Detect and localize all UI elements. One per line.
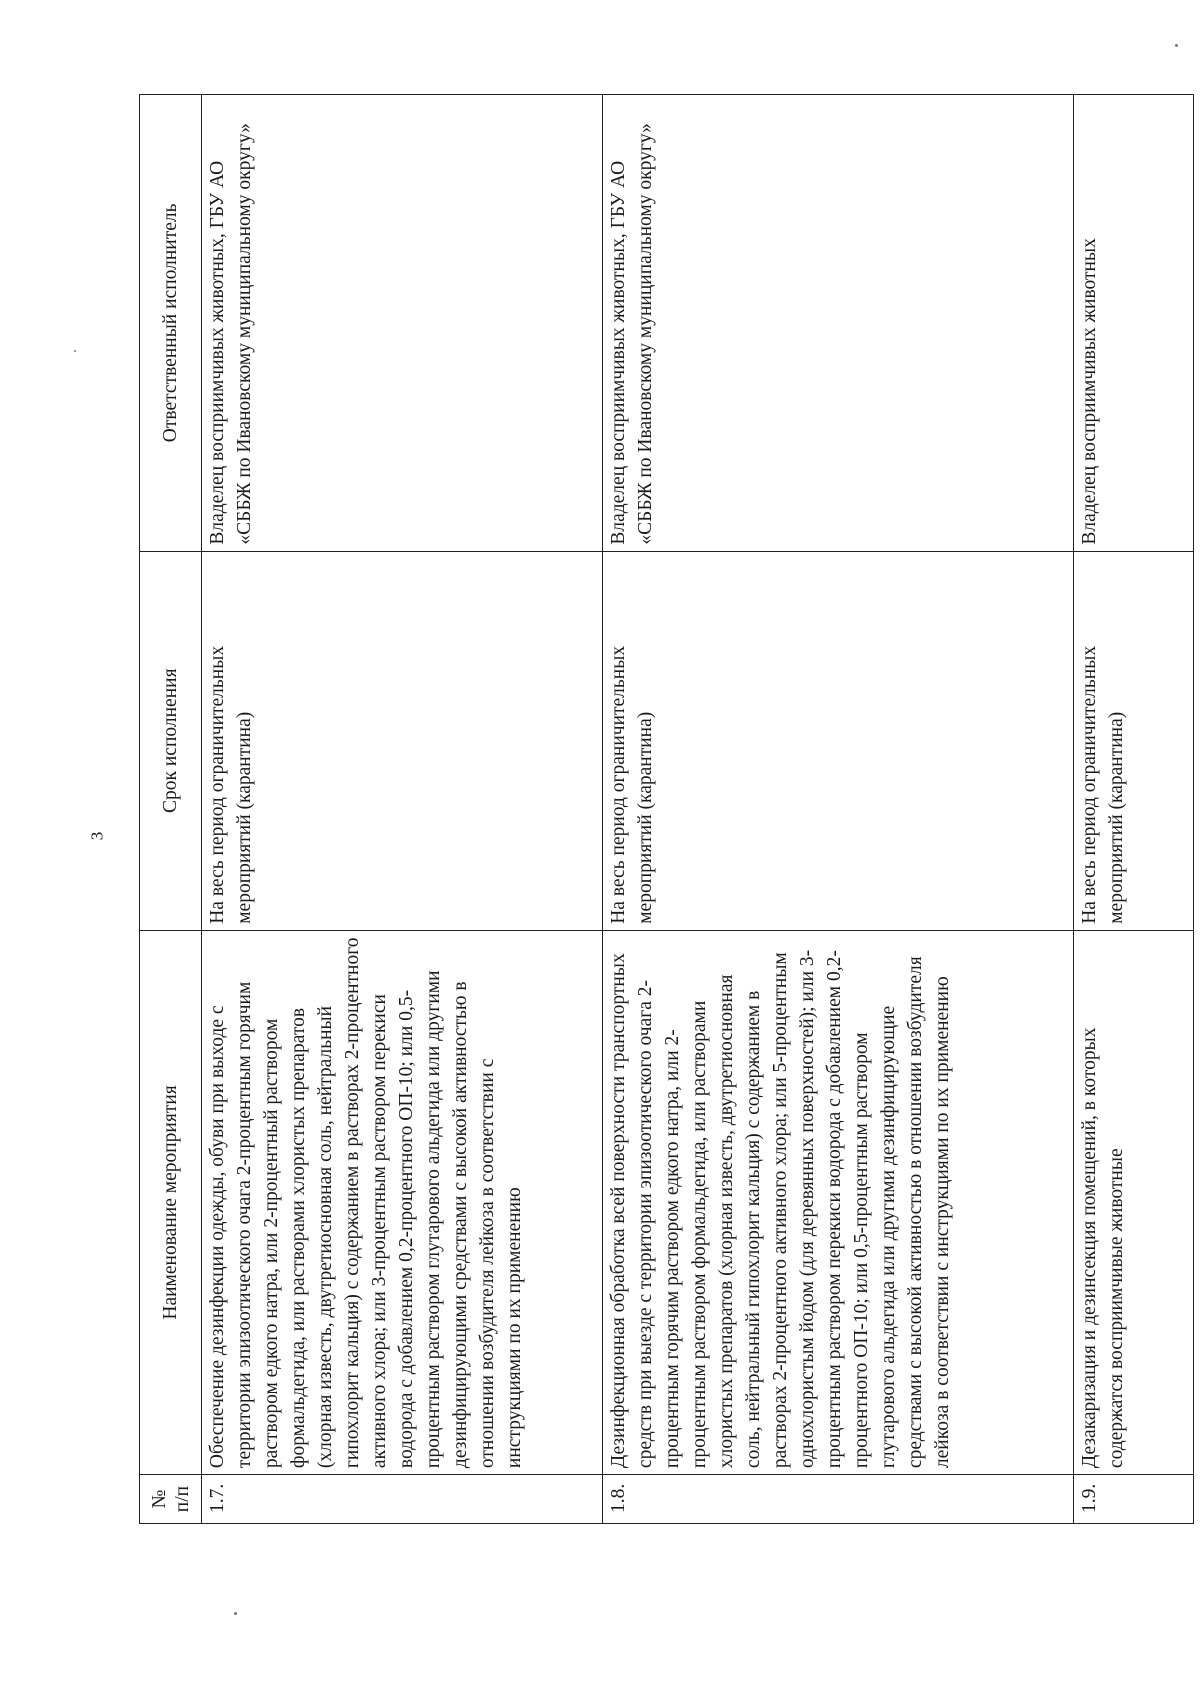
- row-number: 1.8.: [603, 1475, 1074, 1524]
- header-responsible: Ответственный исполнитель: [140, 95, 202, 552]
- rotated-table-wrapper: [139, 94, 1194, 1524]
- measures-table: [139, 94, 1194, 1524]
- table-row: [202, 95, 603, 1524]
- scan-speck: [234, 1612, 237, 1615]
- header-number: № п/п: [140, 1475, 202, 1524]
- row-number: 1.9.: [1074, 1475, 1194, 1524]
- responsible: Владелец восприимчивых животных, ГБУ АО «СББЖ по Ивановскому муниципальному округу»: [603, 95, 1074, 552]
- scan-speck: [1175, 44, 1178, 47]
- header-measure-name: Наименование мероприятия: [140, 930, 202, 1474]
- table-row: [603, 95, 1074, 1524]
- measure-name: Дезакаризация и дезинсекция помещений, в которых содержатся восприимчивые животные: [1074, 930, 1194, 1474]
- responsible: Владелец восприимчивых животных: [1074, 95, 1194, 552]
- deadline: На весь период ограничительных мероприятий (карантина): [202, 551, 603, 930]
- page-number: 3: [87, 831, 107, 841]
- measure-name: Дезинфекционная обработка всей поверхности транспортных средств при выезде с территории эпизоотического очага 2-процентным горячим раствором едкого натра, или 2-процентным раствором формальдегида, или растворами хлористых препаратов (хлорная известь, двутретиосновная соль, нейтральный гипохлорит кальция) с содержанием в растворах 2-процентного активного хлора; или 5-процентным однохлористым йодом (для деревянных поверхностей); или 3-процентным раствором перекиси водорода с добавлением 0,2-процентного ОП-10; или 0,5-процентным раствором глутарового альдегида или другими дезинфицирующие средствами с высокой активностью в отношении возбудителя лейкоза в соответствии с инструкциями по их применению: [603, 930, 1074, 1474]
- table-row: [1074, 95, 1194, 1524]
- deadline: На весь период ограничительных мероприятий (карантина): [1074, 551, 1194, 930]
- responsible: Владелец восприимчивых животных, ГБУ АО «СББЖ по Ивановскому муниципальному округу»: [202, 95, 603, 552]
- deadline: На весь период ограничительных мероприятий (карантина): [603, 551, 1074, 930]
- row-number: 1.7.: [202, 1475, 603, 1524]
- scan-speck: [74, 350, 76, 352]
- table-header-row: [140, 95, 202, 1524]
- measure-name: Обеспечение дезинфекции одежды, обуви при выходе с территории эпизоотического очага 2-процентным горячим раствором едкого натра, или 2-процентный раствором формальдегида, или растворами хлористых препаратов (хлорная известь, двутретиосновная соль, нейтральный гипохлорит кальция) с содержанием в растворах 2-процентного активного хлора; или 3-процентным раствором перекиси водорода с добавлением 0,2-процентного ОП-10; или 0,5-процентным раствором глутарового альдегида или другими дезинфицирующими средствами с высокой активностью в отношении возбудителя лейкоза в соответствии с инструкциями по их применению: [202, 930, 603, 1474]
- header-deadline: Срок исполнения: [140, 551, 202, 930]
